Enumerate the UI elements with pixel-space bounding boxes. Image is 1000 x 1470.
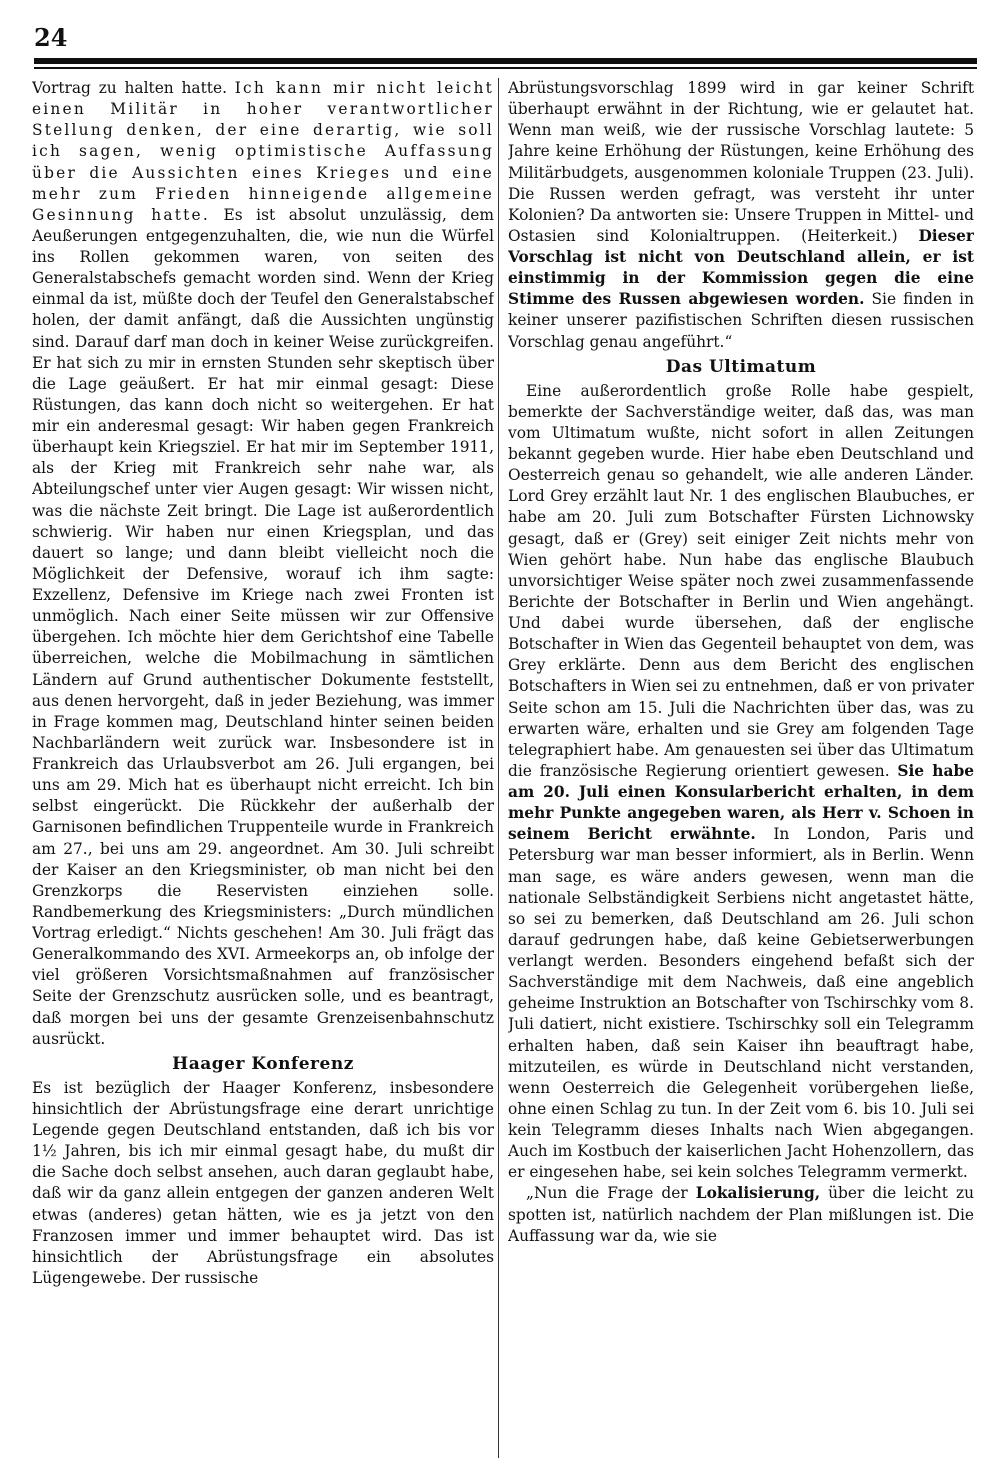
right-paragraph-2-start: Eine außerordentlich große Rolle habe gespielt, bemerkte der Sachverständige weiter, daß das, was man vom Ultimatum wußte, nicht sofort in allen Zeitungen bekannt gegeben wurde. Hier habe eben Deutschland und Oesterreich genau so gehandelt, wie alle anderen Länder. Lord Grey erzählt laut Nr. 1 des englischen Blaubuches, er habe am 20. Juli zum Botschafter Fürsten Lichnowsky gesagt, daß er (Grey) seit einiger Zeit nichts mehr von Wien gehört habe. Nun habe das englische Blaubuch unvorsichtiger Weise später noch zwei zusammenfassende Berichte der Botschafter in Berlin und Wien angehängt. Und dabei wurde übersehen, daß der englische Botschafter in Wien das Gegenteil behauptet von dem, was Grey erklärte. Denn aus dem Bericht des englischen Botschafters in Wien sei zu entnehmen, daß er von privater Seite schon am 15. Juli die Nachrichten über das, was zu erwarten wäre, erhalten und sie Grey am folgenden Tage telegraphiert habe. Am genauesten sei über das Ultimatum die französische Regierung orientiert gewesen. — [508, 381, 974, 780]
right-paragraph-2-bold: Sie habe am 20. Juli einen Konsularbericht erhalten, in dem mehr Punkte angegeben waren, als Herr v. Schoen in seinem Bericht erwähnte. — [508, 761, 974, 844]
left-column — [32, 78, 494, 1463]
right-paragraph-1-rest: Sie finden in keiner unserer pazifistischen Schriften diesen russischen Vorschlag genau angeführt.“ — [508, 290, 974, 351]
left-paragraph-1 — [32, 78, 494, 1050]
header-rule-thin — [34, 67, 977, 69]
right-paragraph-3 — [508, 1183, 974, 1246]
left-paragraph-1-emphasis: Ich kann mir nicht leicht einen Militär in hoher verantwortlicher Stellung denken, der eine derartig, wie soll ich sagen, wenig optimistische Auffassung über die Aussichten eines Krieges und eine mehr zum Frieden hinneigende allgemeine Gesinnung hatte. — [32, 79, 494, 224]
right-paragraph-3-bold: Lokalisierung, — [695, 1184, 821, 1203]
section-heading-das-ultimatum: Das Ultimatum — [665, 356, 817, 377]
page-number: 24 — [34, 23, 68, 52]
left-paragraph-1-start: Vortrag zu halten hatte. — [32, 79, 235, 97]
left-paragraph-2: Es ist bezüglich der Haager Konferenz, insbesondere hinsichtlich der Abrüstungsfrage eine derart unrichtige Legende gegen Deutschland entstanden, daß ich bis vor 1½ Jahren, bis ich mir einmal gesagt habe, du mußt dir die Sache doch selbst ansehen, auch daran geglaubt habe, daß wir da ganz allein entgegen der ganzen anderen Welt etwas (anderes) getan hätten, wie es ja jetzt von den Franzosen immer und immer behauptet wird. Das ist hinsichtlich der Abrüstungsfrage ein absolutes Lügengewebe. Der russische — [32, 1078, 494, 1287]
column-divider — [498, 78, 499, 1458]
right-paragraph-1-bold: Dieser Vorschlag ist nicht von Deutschland allein, er ist einstimmig in der Kommission gegen die eine Stimme des Russen abgewiesen worden. — [508, 226, 974, 309]
right-paragraph-1 — [508, 78, 974, 353]
right-paragraph-3-rest: über die leicht zu spotten ist, natürlich nachdem der Plan mißlungen ist. Die Auffassung war da, wie sie — [508, 1184, 974, 1245]
left-paragraph-1-rest: Es ist absolut unzulässig, dem Aeußerungen entgegenzuhalten, die, wie nun die Würfel ins Rollen gekommen waren, von seiten des Generalstabschefs gemacht worden sind. Wenn der Krieg einmal da ist, müßte doch der Teufel den Generalstabschef holen, der damit anfängt, daß die Aussichten ungünstig sind. Darauf darf man doch in keiner Weise zurückgreifen. Er hat sich zu mir in ernsten Stunden sehr skeptisch über die Lage geäußert. Er hat mir einmal gesagt: Diese Rüstungen, das kann doch nicht so weitergehen. Er hat mir ein anderesmal gesagt: Wir haben gegen Frankreich überhaupt kein Kriegsziel. Er hat mir im September 1911, als der Krieg mit Frankreich sehr nahe war, als Abteilungschef unter vier Augen gesagt: Wir wissen nicht, was die nächste Zeit bringt. Die Lage ist außerordentlich schwierig. Wir haben nur einen Kriegsplan, und das dauert so lange; und dann bleibt vielleicht noch die Möglichkeit der Defensive, worauf ich ihm sagte: Exzellenz, Defensive im Kriege nach zwei Fronten ist unmöglich. Nach einer Seite müssen wir zur Offensive übergehen. Ich möchte hier dem Gerichtshof eine Tabelle überreichen, welche die Mobilmachung in sämtlichen Ländern auf Grund authentischer Dokumente feststellt, aus denen hervorgeht, daß in jeder Beziehung, was immer in Frage kommen mag, Deutschland hinter seinen beiden Nachbarländern weit zurück war. Insbesondere ist in Frankreich das Urlaubsverbot am 26. Juli ergangen, bei uns am 29. Mich hat es überhaupt nicht erreicht. Ich bin selbst eingerückt. Die Rückkehr der außerhalb der Garnisonen befindlichen Truppenteile wurde in Frankreich am 27., bei uns am 29. angeordnet. Am 30. Juli schreibt der Kaiser an den Kriegsminister, ob man nicht bei den Grenzkorps die Reservisten einziehen solle. Randbemerkung des Kriegsministers: „Durch mündlichen Vortrag erledigt.“ Nichts geschehen! Am 30. Juli frägt das Generalkommando des XVI. Armeekorps an, ob infolge der viel größeren Vorsichtsmaßnahmen auf französischer Seite der Grenzschutz ausrücken solle, und es beantragt, daß morgen bei uns der gesamte Grenzeisenbahnschutz ausrückt. — [32, 205, 494, 1048]
right-paragraph-2 — [508, 381, 974, 1184]
right-paragraph-1-start: Abrüstungsvorschlag 1899 wird in gar keiner Schrift überhaupt erwähnt in der Richtung, wie er gelautet hat. Wenn man weiß, wie der russische Vorschlag lautete: 5 Jahre keine Erhöhung der Rüstungen, keine Erhöhung des Militärbudgets, ausgenommen koloniale Truppen (23. Juli). Die Russen werden gefragt, was versteht ihr unter Kolonien? Da antworten sie: Unsere Truppen in Mittel- und Ostasien sind Kolonialtruppen. (Heiterkeit.) — [508, 79, 974, 245]
header-rule-thick — [34, 58, 977, 64]
right-paragraph-3-start: „Nun die Frage der — [526, 1184, 696, 1203]
right-paragraph-2-rest: In London, Paris und Petersburg war man besser informiert, als in Berlin. Wenn man sage, es wäre anders gewesen, wenn man die nationale Selbständigkeit Serbiens nicht angetastet hätte, so sei zu bemerken, daß Deutschland am 26. Juli schon darauf gedrungen habe, daß keine Gebietserwerbungen verlangt werden. Besonders eingehend befaßt sich der Sachverständige mit dem Nachweis, daß eine angeblich geheime Instruktion an Botschafter von Tschirschky vom 8. Juli datiert, nicht existiere. Tschirschky soll ein Telegramm erhalten haben, daß sein Kaiser ihn beauftragt habe, mitzuteilen, es würde in Deutschland nicht verstanden, wenn Oesterreich die Gelegenheit vorübergehen ließe, ohne einen Schlag zu tun. In der Zeit vom 6. bis 10. Juli sei kein Telegramm dieses Inhalts nach Wien abgegangen. Auch im Kostbuch der kaiserlichen Jacht Hohenzollern, das er eingesehen habe, sei kein solches Telegramm vermerkt. — [508, 825, 974, 1182]
section-heading-haager-konferenz: Haager Konferenz — [172, 1053, 354, 1074]
right-column — [508, 78, 974, 1463]
